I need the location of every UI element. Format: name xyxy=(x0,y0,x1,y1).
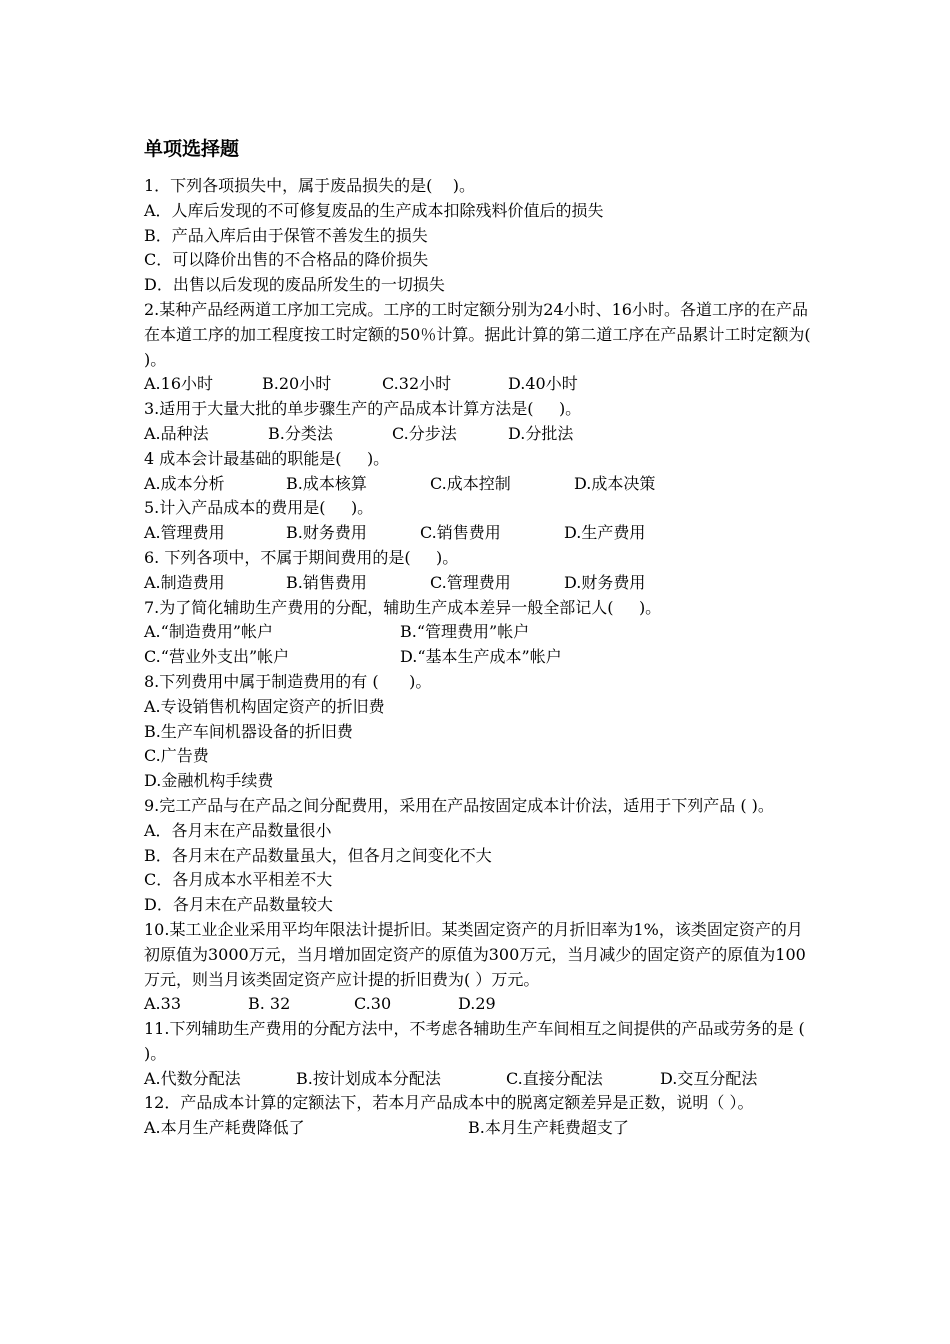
question-4-stem: 4 成本会计最基础的职能是( )。 xyxy=(144,448,390,468)
question-6-option-d: D.财务费用 xyxy=(564,572,646,592)
question-7-option-a: A.“制造费用”帐户 xyxy=(144,622,274,642)
question-8-option-d: D.金融机构手续费 xyxy=(144,771,274,791)
question-10-stem: 10.某工业企业采用平均年限法计提折旧。某类固定资产的月折旧率为1%，该类固定资产的月初原值为3000万元，当月增加固定资产的原值为300万元，当月减少的固定资产的原值为100万元，则当月该类固定资产应计提的折旧费为( ）万元。 xyxy=(144,919,806,989)
question-3-option-a: A.品种法 xyxy=(144,423,209,443)
question-3 xyxy=(144,397,816,447)
question-11-option-b: B.按计划成本分配法 xyxy=(296,1068,441,1088)
question-5-options xyxy=(144,521,816,546)
question-5-option-c: C.销售费用 xyxy=(420,523,501,543)
question-1-option-c: C．可以降价出售的不合格品的降价损失 xyxy=(144,250,429,270)
question-12-option-a: A.本月生产耗费降低了 xyxy=(144,1118,305,1138)
question-10-option-a: A.33 xyxy=(144,994,181,1014)
question-5-option-d: D.生产费用 xyxy=(564,523,646,543)
question-7-stem: 7.为了简化辅助生产费用的分配，辅助生产成本差异一般全部记人( )。 xyxy=(144,597,662,617)
question-11-option-c: C.直接分配法 xyxy=(506,1068,603,1088)
question-8-option-a: A.专设销售机构固定资产的折旧费 xyxy=(144,696,385,716)
question-2-option-b: B.20小时 xyxy=(262,374,332,394)
question-2-option-a: A.16小时 xyxy=(144,374,214,394)
question-5-stem: 5.计入产品成本的费用是( )。 xyxy=(144,498,374,518)
question-10-option-c: C.30 xyxy=(354,994,392,1014)
question-2-options xyxy=(144,372,816,397)
question-8 xyxy=(144,670,816,794)
question-2 xyxy=(144,298,816,397)
question-4 xyxy=(144,447,816,497)
question-2-stem: 2.某种产品经两道工序加工完成。工序的工时定额分别为24小时、16小时。各道工序的在产品在本道工序的加工程度按工时定额的50％计算。据此计算的第二道工序在产品累计工时定额为( )。 xyxy=(144,299,811,369)
question-9-option-c: C．各月成本水平相差不大 xyxy=(144,870,333,890)
question-6-stem: 6. 下列各项中，不属于期间费用的是( )。 xyxy=(144,547,459,567)
question-3-option-d: D.分批法 xyxy=(508,423,574,443)
question-10-option-d: D.29 xyxy=(458,994,496,1014)
question-1-stem: 1．下列各项损失中，属于废品损失的是( )。 xyxy=(144,176,476,195)
question-3-option-c: C.分步法 xyxy=(392,423,457,443)
question-12 xyxy=(144,1091,816,1141)
question-9-option-d: D．各月末在产品数量较大 xyxy=(144,895,333,915)
question-11-stem: 11.下列辅助生产费用的分配方法中，不考虑各辅助生产车间相互之间提供的产品或劳务的是 ( )。 xyxy=(144,1019,805,1063)
question-8-stem: 8.下列费用中属于制造费用的有 ( )。 xyxy=(144,671,432,691)
document-page xyxy=(144,132,816,1141)
question-6 xyxy=(144,546,816,596)
question-2-option-d: D.40小时 xyxy=(508,374,578,394)
question-12-option-b: B.本月生产耗费超支了 xyxy=(468,1118,629,1138)
question-4-option-b: B.成本核算 xyxy=(286,473,367,493)
question-4-option-a: A.成本分析 xyxy=(144,473,225,493)
question-4-options xyxy=(144,472,816,497)
question-11-options xyxy=(144,1067,816,1092)
question-7 xyxy=(144,596,816,670)
question-9-option-a: A．各月末在产品数量很小 xyxy=(144,820,332,840)
question-9-stem: 9.完工产品与在产品之间分配费用，采用在产品按固定成本计价法，适用于下列产品 ( )。 xyxy=(144,795,774,815)
question-6-option-c: C.管理费用 xyxy=(430,572,511,592)
question-1-option-a: A．人库后发现的不可修复废品的生产成本扣除残料价值后的损失 xyxy=(144,200,604,220)
question-7-option-d: D.“基本生产成本”帐户 xyxy=(400,647,562,667)
question-12-options xyxy=(144,1116,816,1141)
question-8-option-b: B.生产车间机器设备的折旧费 xyxy=(144,721,353,741)
question-6-options xyxy=(144,571,816,596)
question-11-option-d: D.交互分配法 xyxy=(660,1068,758,1088)
question-7-options-row-1 xyxy=(144,620,816,645)
question-11 xyxy=(144,1017,816,1091)
question-8-option-c: C.广告费 xyxy=(144,746,209,766)
question-3-stem: 3.适用于大量大批的单步骤生产的产品成本计算方法是( )。 xyxy=(144,399,582,419)
question-7-option-b: B.“管理费用”帐户 xyxy=(400,622,530,642)
question-6-option-b: B.销售费用 xyxy=(286,572,367,592)
question-5-option-b: B.财务费用 xyxy=(286,523,367,543)
question-4-option-c: C.成本控制 xyxy=(430,473,511,493)
question-1-option-b: B．产品入库后由于保管不善发生的损失 xyxy=(144,225,428,245)
question-3-options xyxy=(144,422,816,447)
question-7-options-row-2 xyxy=(144,645,816,670)
question-1 xyxy=(144,174,816,298)
question-5 xyxy=(144,496,816,546)
question-10 xyxy=(144,918,816,1017)
question-11-option-a: A.代数分配法 xyxy=(144,1068,241,1088)
question-5-option-a: A.管理费用 xyxy=(144,523,225,543)
question-10-options xyxy=(144,992,816,1017)
question-10-option-b: B. 32 xyxy=(248,994,291,1014)
question-12-stem: 12．产品成本计算的定额法下，若本月产品成本中的脱离定额差异是正数，说明（ ）。 xyxy=(144,1093,754,1113)
question-3-option-b: B.分类法 xyxy=(268,423,333,443)
question-9-option-b: B．各月末在产品数量虽大，但各月之间变化不大 xyxy=(144,845,492,865)
section-heading: 单项选择题 xyxy=(144,138,240,160)
question-9 xyxy=(144,794,816,918)
question-6-option-a: A.制造费用 xyxy=(144,572,225,592)
question-1-option-d: D．出售以后发现的废品所发生的一切损失 xyxy=(144,275,445,295)
question-4-option-d: D.成本决策 xyxy=(574,473,656,493)
question-7-option-c: C.“营业外支出”帐户 xyxy=(144,647,290,667)
question-2-option-c: C.32小时 xyxy=(382,374,452,394)
